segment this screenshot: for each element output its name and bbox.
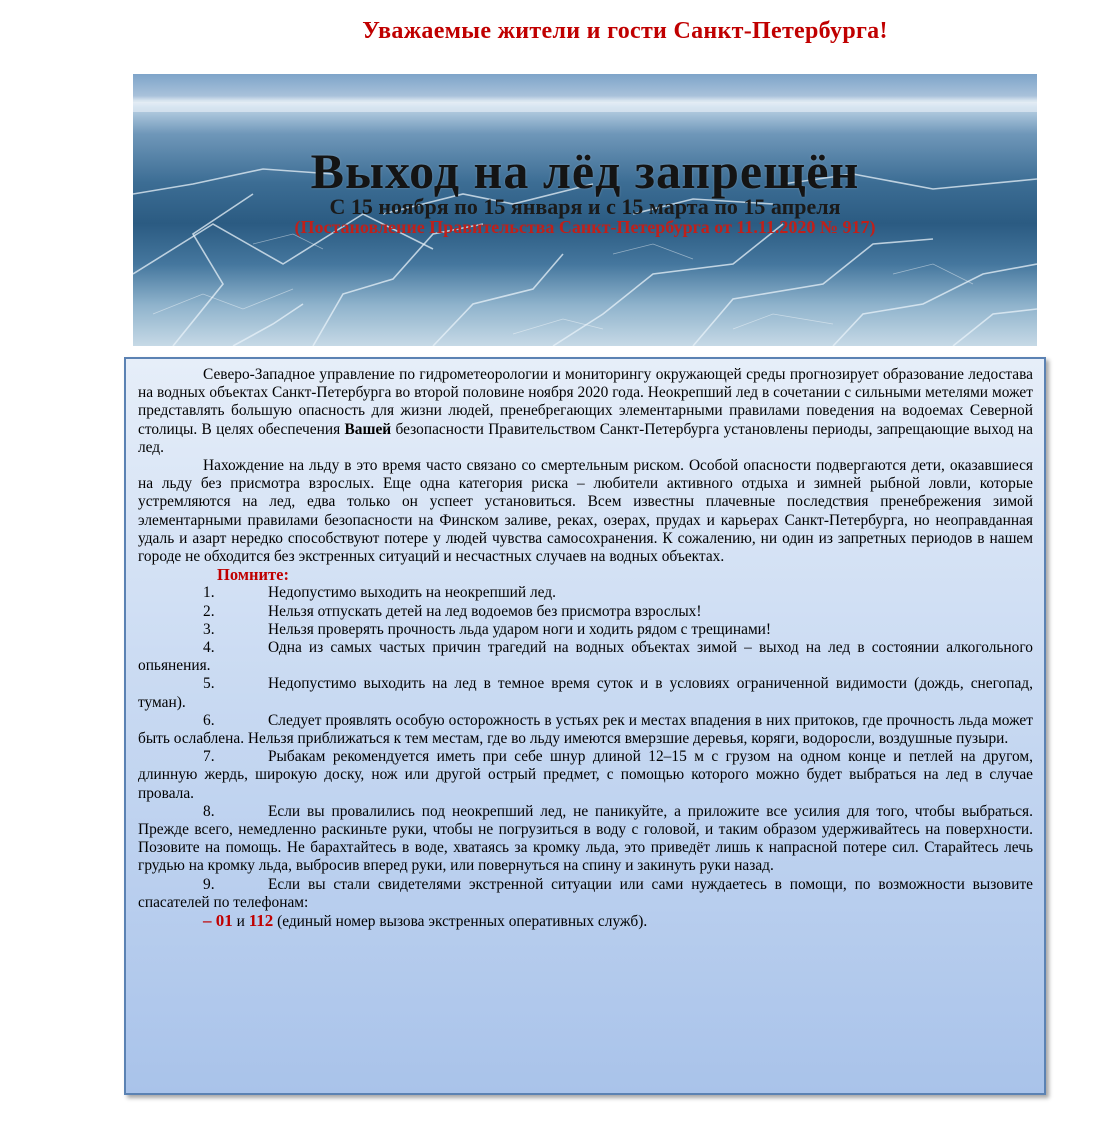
rule-text: Если вы провалились под неокрепший лед, не паникуйте, а приложите все усилия для того, чтобы выбраться. Прежде всего, немедленно раскиньте руки, чтобы не погрузиться в воду с головой, и таким образом удерживайтесь на поверхности. Позовите на помощь. Не барахтайтесь в воде, хватаясь за кромку льда, это приведёт лишь к напрасной потере сил. Старайтесь лечь грудью на кромку льда, выбросив вперед руки, или повернуться на спину и закинуть руки назад. xyxy=(138,802,1033,875)
rule-number: 4. xyxy=(203,639,215,657)
rule-text: Недопустимо выходить на лед в темное время суток и в условиях ограниченной видимости (дождь, снегопад, туман). xyxy=(138,675,1033,711)
info-text xyxy=(138,366,1033,931)
rule-number: 1. xyxy=(203,584,215,602)
rule-item-1 xyxy=(138,584,1033,602)
intro-paragraph xyxy=(138,366,1033,457)
intro-text-end: безопасности Правительством Санкт-Петербурга установлены периоды, запрещающие выход на лед. xyxy=(138,420,1033,456)
rule-text: Одна из самых частых причин трагедий на водных объектах зимой – выход на лед в состоянии алкогольного опьянения. xyxy=(138,639,1033,675)
rule-item-5 xyxy=(138,675,1033,711)
banner-title: Выход на лёд запрещён xyxy=(310,143,860,199)
phone-number-01: 01 xyxy=(215,911,233,931)
rule-item-9 xyxy=(138,876,1033,912)
rule-number: 8. xyxy=(203,802,215,820)
rule-text: Недопустимо выходить на неокрепший лед. xyxy=(268,584,556,602)
rule-text: Нельзя проверять прочность льда ударом ноги и ходить рядом с трещинами! xyxy=(268,620,772,638)
rule-item-2 xyxy=(138,603,1033,621)
rule-text: Следует проявлять особую осторожность в устьях рек и местах впадения в них притоков, где прочность льда может быть ослаблена. Нельзя приближаться к тем местам, где во льду имеются вмерзшие деревья, коряги, водоросли, воздушные пузыри. xyxy=(138,711,1033,748)
rule-text: Нельзя отпускать детей на лед водоемов без присмотра взрослых! xyxy=(268,602,702,620)
rule-item-7 xyxy=(138,748,1033,803)
page-headline: Уважаемые жители и гости Санкт-Петербурга! xyxy=(362,18,888,44)
banner-period: С 15 ноября по 15 января и с 15 марта по 15 апреля xyxy=(329,194,841,219)
rule-number: 7. xyxy=(203,748,215,766)
intro-bold-word: Вашей xyxy=(344,420,392,438)
rule-text: Если вы стали свидетелями экстренной ситуации или сами нуждаетесь в помощи, по возможности вызовите спасателей по телефонам: xyxy=(138,875,1033,911)
emergency-phones xyxy=(203,912,1033,931)
phone-dash: – xyxy=(203,911,216,931)
rule-number: 6. xyxy=(203,711,215,729)
ice-banner xyxy=(133,74,1037,346)
rule-number: 3. xyxy=(203,620,215,638)
rule-number: 5. xyxy=(203,675,215,693)
rule-item-6 xyxy=(138,712,1033,748)
risk-paragraph: Нахождение на льду в это время часто связано со смертельным риском. Особой опасности подвергаются дети, оказавшиеся на льду без присмотра взрослых. Еще одна категория риска – любители активного отдыха и зимней рыбной ловли, которые устремляются на лед, едва только он успеет установиться. Всем известны плачевные последствия пренебрежения зимой элементарными правилами безопасности на Финском заливе, реках, озерах, прудах и карьерах Санкт-Петербурга, но неоправданная удаль и азарт нередко способствуют потере у людей чувства самосохранения. К сожалению, ни один из запретных периодов в нашем городе не обходится без экстренных ситуаций и несчастных случаев на водных объектах. xyxy=(138,457,1033,566)
rule-text: Рыбакам рекомендуется иметь при себе шнур длиной 12–15 м с грузом на одном конце и петлей на другом, длинную жердь, широкую доску, нож или другой острый предмет, с помощью которого можно будет выбраться на лед в случае провала. xyxy=(138,748,1033,802)
remember-heading: Помните: xyxy=(217,565,289,585)
phone-number-112: 112 xyxy=(248,911,274,931)
phone-conjunction: и xyxy=(232,913,249,931)
phone-note: (единый номер вызова экстренных оперативных служб). xyxy=(273,913,648,931)
rule-number: 9. xyxy=(203,875,215,893)
banner-decree: (Постановление Правительства Санкт-Петербурга от 11.11.2020 № 917) xyxy=(294,217,876,237)
rule-item-4 xyxy=(138,639,1033,675)
rule-item-3 xyxy=(138,621,1033,639)
rule-number: 2. xyxy=(203,602,215,620)
rule-item-8 xyxy=(138,803,1033,876)
intro-text-start: Северо-Западное управление по гидрометеорологии и мониторингу окружающей среды прогнозирует образование ледостава на водных объектах Санкт-Петербурга во второй половине ноября 2020 года. Неокрепший лед в сочетании с сильными метелями может представлять большую опасность для жизни людей, пренебрегающих элементарными правилами поведения на водоемах Северной столицы. В целях обеспечения xyxy=(138,366,1033,438)
